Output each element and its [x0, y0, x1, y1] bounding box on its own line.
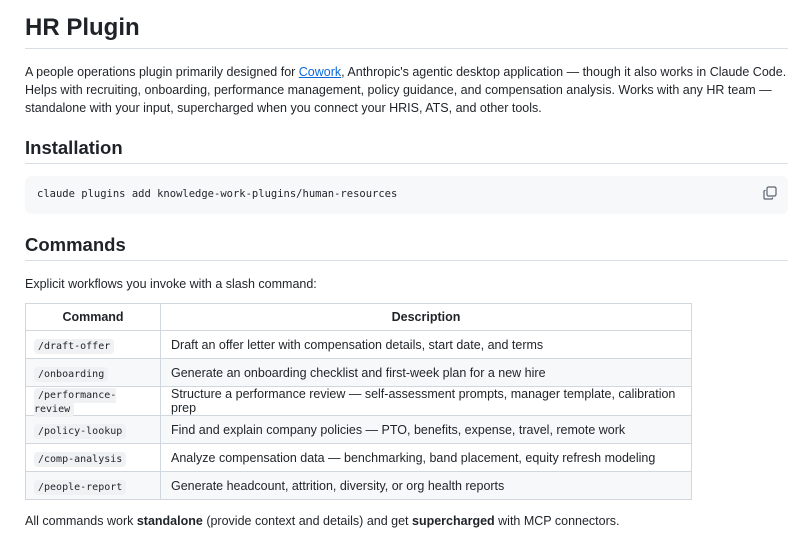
table-row [26, 472, 692, 500]
commands-lead: Explicit workflows you invoke with a slash command: [25, 277, 317, 291]
description-cell: Structure a performance review — self-assessment prompts, manager template, calibration prep [161, 387, 692, 416]
commands-footer [25, 512, 788, 530]
description-cell: Generate headcount, attrition, diversity, or org health reports [161, 472, 692, 500]
header-command: Command [26, 304, 161, 331]
command-code: /onboarding [34, 367, 108, 382]
installation-heading: Installation [25, 137, 788, 164]
footer-bold-supercharged: supercharged [412, 514, 495, 528]
table-row [26, 331, 692, 359]
command-cell [26, 416, 161, 444]
command-cell [26, 359, 161, 387]
table-row [26, 416, 692, 444]
footer-bold-standalone: standalone [136, 514, 203, 528]
footer-text-2: (provide context and details) and get [202, 514, 412, 528]
command-cell [26, 472, 161, 500]
description-cell: Analyze compensation data — benchmarking, band placement, equity refresh modeling [161, 444, 692, 472]
intro-text-end: , Anthropic's agentic desktop application — though it also works in Claude Code. Helps with recruiting, onboarding, performance management, policy guidance, and compensation analysis. Works with any HR team — standalone with your input, supercharged when you connect your HRIS, ATS, and other tools. [25, 65, 787, 115]
command-code: /policy-lookup [34, 424, 126, 439]
command-code: /people-report [34, 480, 126, 495]
description-cell: Find and explain company policies — PTO, benefits, expense, travel, remote work [161, 416, 692, 444]
footer-text-1: All commands work [25, 514, 137, 528]
command-code: /performance-review [34, 390, 117, 415]
header-description: Description [161, 304, 692, 331]
table-row [26, 444, 692, 472]
install-command: claude plugins add knowledge-work-plugins/human-resources [37, 188, 398, 200]
page-title: HR Plugin [25, 0, 788, 49]
commands-heading: Commands [25, 234, 788, 261]
copy-icon[interactable] [762, 185, 778, 201]
commands-table [25, 303, 692, 500]
table-header-row [26, 304, 692, 331]
table-row [26, 387, 692, 416]
footer-text-3: with MCP connectors. [494, 514, 620, 528]
description-cell: Generate an onboarding checklist and first-week plan for a new hire [161, 359, 692, 387]
description-cell: Draft an offer letter with compensation details, start date, and terms [161, 331, 692, 359]
command-cell [26, 444, 161, 472]
command-cell [26, 331, 161, 359]
command-code: /draft-offer [34, 339, 114, 354]
command-cell [26, 387, 161, 416]
table-row [26, 359, 692, 387]
intro-paragraph [25, 63, 788, 117]
intro-text-start: A people operations plugin primarily designed for [25, 65, 299, 79]
install-code-block [25, 176, 788, 214]
cowork-link[interactable]: Cowork [298, 65, 342, 79]
command-code: /comp-analysis [34, 452, 126, 467]
